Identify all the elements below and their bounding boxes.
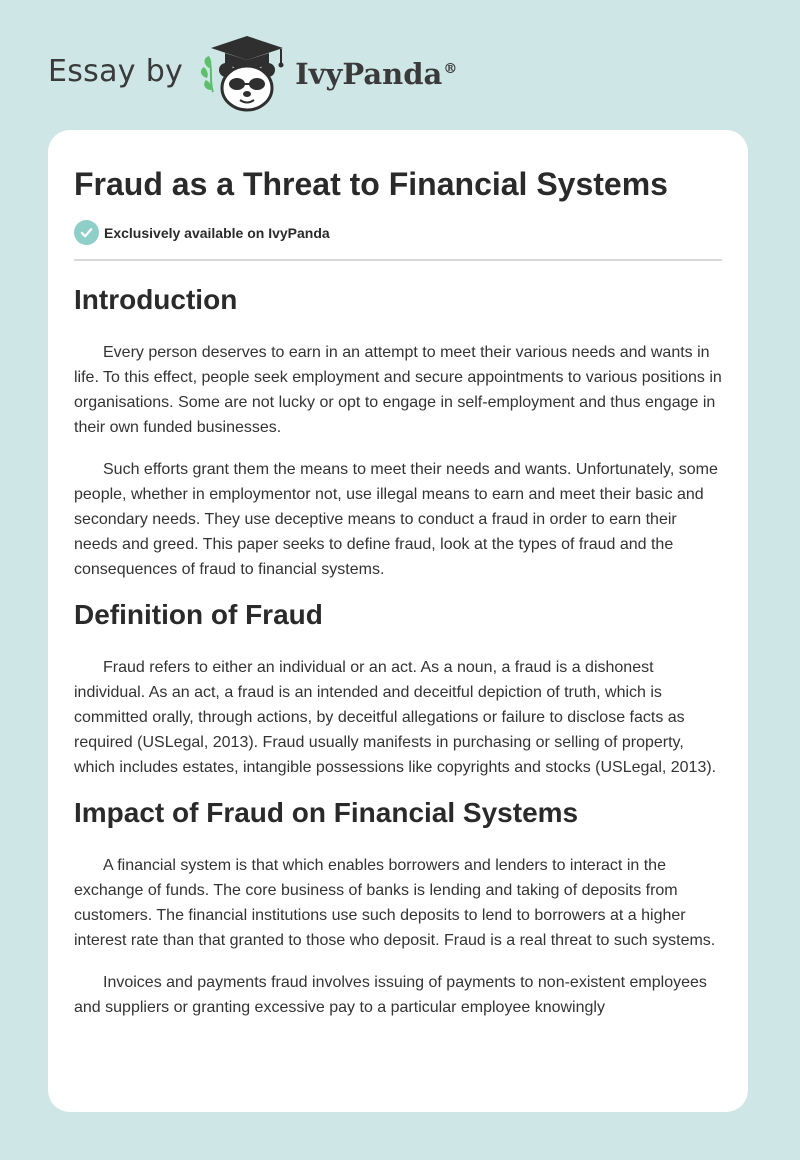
registered-mark: ® [443,61,458,78]
paragraph: A financial system is that which enables borrowers and lenders to interact in the exchange of funds. The core business of banks is lending and taking of deposits from customers. The financial institutions use such deposits to lend to borrowers at a higher interest rate than that granted to those who deposit. Fraud is a real threat to such systems. [74,857,716,949]
brand-name: IvyPanda® [295,57,458,91]
paragraph: Every person deserves to earn in an attempt to meet their various needs and wants in life. To this effect, people seek employment and secure appointments to various positions in organisations. Some are not lucky or opt to engage in self-employment and thus engage in their own funded businesses. [74,344,722,436]
paragraph: Invoices and payments fraud involves issuing of payments to non-existent employees and suppliers or granting excessive pay to a particular employee knowingly [74,974,707,1016]
section-heading-definition: Definition of Fraud [74,599,323,630]
site-header [48,34,457,114]
ivypanda-logo-icon[interactable] [197,34,289,114]
check-circle-icon [74,220,99,245]
paragraph: Fraud refers to either an individual or an act. As a noun, a fraud is a dishonest individual. As an act, a fraud is an intended and deceitful depiction of truth, which is committed orally, through actions, by deceitful allegations or failure to disclose facts as required (USLegal, 2013). Fraud usually manifests in purchasing or selling of property, which includes estates, intangible possessions like copyrights and stocks (USLegal, 2013). [74,659,717,776]
brand-prefix: Essay by [48,53,184,89]
section-heading-impact: Impact of Fraud on Financial Systems [74,797,579,828]
section-heading-introduction: Introduction [74,284,238,315]
paragraph: Such efforts grant them the means to meet their needs and wants. Unfortunately, some people, whether in employmentor not, use illegal means to earn and meet their basic and secondary needs. They use deceptive means to conduct a fraud in order to earn their needs and greed. This paper seeks to define fraud, look at the types of fraud and the consequences of fraud to financial systems. [74,461,718,578]
badge-label: Exclusively available on IvyPanda [104,224,330,241]
essay-title: Fraud as a Threat to Financial Systems [74,166,668,202]
exclusive-badge [74,220,722,261]
essay-card [48,130,748,1112]
